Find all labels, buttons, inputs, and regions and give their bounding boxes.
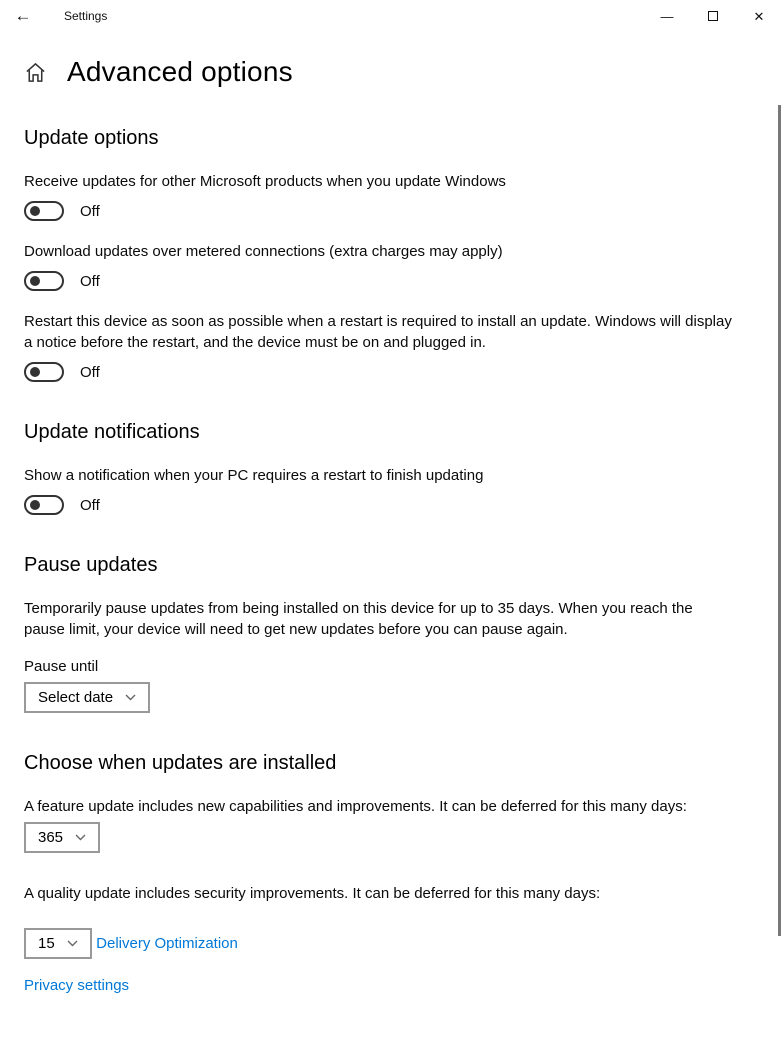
toggle-row <box>24 271 754 291</box>
scrollbar-thumb[interactable] <box>778 105 781 936</box>
quality-defer-value: 15 <box>38 935 55 952</box>
toggle-state-label: Off <box>80 496 100 514</box>
page-title: Advanced options <box>67 56 293 87</box>
chevron-down-icon <box>125 694 136 701</box>
close-button[interactable] <box>736 0 782 32</box>
app-title: Settings <box>64 9 108 23</box>
section-heading-pause-updates: Pause updates <box>24 554 158 576</box>
setting-label: Receive updates for other Microsoft products when you update Windows <box>24 173 506 190</box>
toggle-state-label: Off <box>80 272 100 290</box>
feature-defer-dropdown[interactable] <box>24 822 100 853</box>
back-icon: ← <box>14 6 32 25</box>
chevron-down-icon <box>75 834 86 841</box>
maximize-icon <box>708 11 718 21</box>
section-heading-update-notifications: Update notifications <box>24 421 200 443</box>
quality-defer-dropdown[interactable] <box>24 928 92 959</box>
section-heading-update-options: Update options <box>24 127 159 149</box>
toggle-restart-notification[interactable] <box>24 495 64 515</box>
toggle-knob <box>30 276 40 286</box>
toggle-row <box>24 495 754 515</box>
setting-label: Restart this device as soon as possible when a restart is required to install an update. Windows will display a notice before the restart, and the device must be on and plugged in. <box>24 313 732 351</box>
quality-update-label: A quality update includes security improvements. It can be deferred for this many days: <box>24 885 601 902</box>
maximize-button[interactable] <box>690 0 736 32</box>
toggle-restart-asap[interactable] <box>24 362 64 382</box>
toggle-knob <box>30 206 40 216</box>
setting-label: Show a notification when your PC requires a restart to finish updating <box>24 467 484 484</box>
content <box>0 125 782 994</box>
feature-defer-value: 365 <box>38 829 64 846</box>
toggle-state-label: Off <box>80 202 100 220</box>
toggle-state-label: Off <box>80 363 100 381</box>
scrollbar-track <box>778 105 781 936</box>
page-header <box>24 56 782 88</box>
select-date-dropdown[interactable] <box>24 682 150 713</box>
titlebar <box>0 0 782 32</box>
setting-label: Download updates over metered connections (extra charges may apply) <box>24 243 503 260</box>
close-icon: ✕ <box>753 8 765 24</box>
delivery-optimization-link[interactable]: Delivery Optimization <box>96 935 238 952</box>
toggle-receive-updates[interactable] <box>24 201 64 221</box>
toggle-knob <box>30 367 40 377</box>
pause-until-label: Pause until <box>24 658 99 675</box>
chevron-down-icon <box>67 940 78 947</box>
minimize-button[interactable] <box>644 0 690 32</box>
toggle-row <box>24 201 754 221</box>
minimize-icon: — <box>660 8 674 24</box>
back-button[interactable] <box>0 0 46 32</box>
feature-update-label: A feature update includes new capabilities and improvements. It can be deferred for this many days: <box>24 798 687 815</box>
home-icon[interactable] <box>24 61 47 84</box>
toggle-row <box>24 362 754 382</box>
pause-updates-description: Temporarily pause updates from being installed on this device for up to 35 days. When you reach the pause limit, your device will need to get new updates before you can pause again. <box>24 600 693 638</box>
toggle-knob <box>30 500 40 510</box>
select-date-value: Select date <box>38 689 114 706</box>
section-heading-choose-when: Choose when updates are installed <box>24 752 337 774</box>
privacy-settings-link[interactable]: Privacy settings <box>24 977 130 994</box>
toggle-metered-connections[interactable] <box>24 271 64 291</box>
